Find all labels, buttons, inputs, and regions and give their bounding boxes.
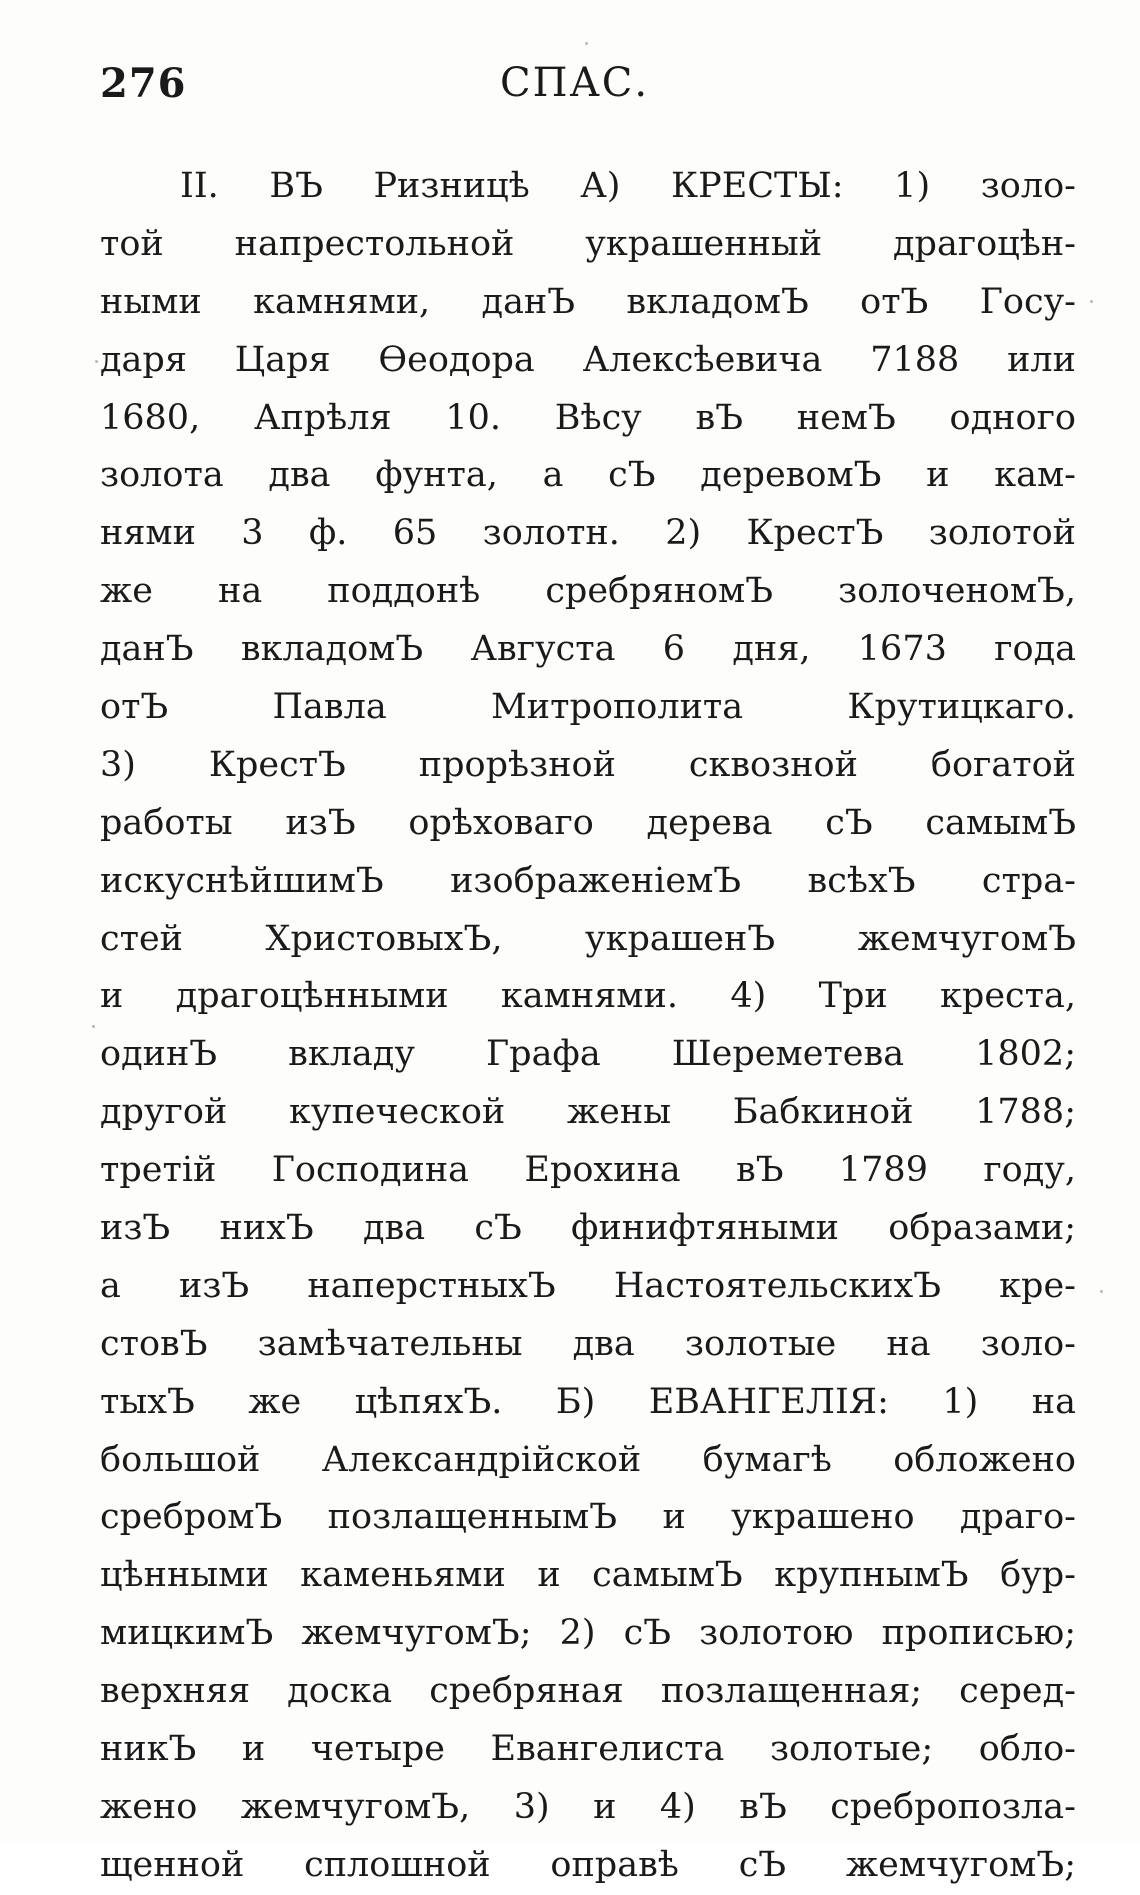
text-line: никЪ и четыре Евангелиста золотые; обло- <box>100 1729 1076 1770</box>
text-line: искуснѣйшимЪ изображеніемЪ всѣхЪ стра- <box>100 860 1076 901</box>
text-line: той напрестольной украшенный драгоцѣн- <box>100 223 1076 264</box>
text-line: сребромЪ позлащеннымЪ и украшено драго- <box>100 1497 1076 1538</box>
text-line: тыхЪ же цѣпяхЪ. Б) ЕВАНГЕЛІЯ: 1) на <box>100 1381 1076 1422</box>
text-line: одинЪ вкладу Графа Шереметева 1802; <box>100 1034 1076 1075</box>
text-line: ными камнями, данЪ вкладомЪ отЪ Госу- <box>100 281 1076 322</box>
scan-speck <box>1100 1290 1103 1293</box>
scan-speck <box>95 360 98 363</box>
text-line: верхняя доска сребряная позлащенная; серед- <box>100 1671 1076 1712</box>
running-title: СПАС. <box>500 60 650 106</box>
text-line: а изЪ наперстныхЪ НастоятельскихЪ кре- <box>100 1265 1076 1306</box>
text-line: золота два фунта, а сЪ деревомЪ и кам- <box>100 455 1076 496</box>
text-line: 3) КрестЪ прорѣзной сквозной богатой <box>100 744 1076 785</box>
text-line: данЪ вкладомЪ Августа 6 дня, 1673 года <box>100 629 1076 670</box>
text-line: изЪ нихЪ два сЪ финифтяными образами; <box>100 1208 1076 1249</box>
text-line: мицкимЪ жемчугомЪ; 2) сЪ золотою прописью; <box>100 1613 1076 1654</box>
text-line: же на поддонѣ сребряномЪ золоченомЪ, <box>100 571 1076 612</box>
text-line: цѣнными каменьями и самымЪ крупнымЪ бур- <box>100 1555 1076 1596</box>
text-line: другой купеческой жены Бабкиной 1788; <box>100 1092 1076 1133</box>
page-header <box>0 60 1140 120</box>
text-line: и драгоцѣнными камнями. 4) Три креста, <box>100 976 1076 1017</box>
text-line: нями 3 ф. 65 золотн. 2) КрестЪ золотой <box>100 513 1076 554</box>
text-line: щенной сплошной оправѣ сЪ жемчугомЪ; <box>100 1844 1076 1885</box>
scan-speck <box>92 1025 95 1028</box>
text-line: третій Господина Ерохина вЪ 1789 году, <box>100 1150 1076 1191</box>
text-line: отЪ Павла Митрополита Крутицкаго. <box>100 687 1076 728</box>
text-line: большой Александрійской бумагѣ обложено <box>100 1439 1076 1480</box>
scan-speck <box>585 42 588 45</box>
text-line: даря Царя Ѳеодора Алексѣевича 7188 или <box>100 339 1076 380</box>
text-line: работы изЪ орѣховаго дерева сЪ самымЪ <box>100 802 1076 843</box>
text-line: жено жемчугомЪ, 3) и 4) вЪ сребропозла- <box>100 1786 1076 1827</box>
page-number: 276 <box>100 60 187 107</box>
text-line: II. ВЪ Ризницѣ А) КРЕСТЫ: 1) золо- <box>180 166 1076 206</box>
body-text <box>100 158 1076 1895</box>
scan-speck <box>1090 300 1093 303</box>
text-line: стей ХристовыхЪ, украшенЪ жемчугомЪ <box>100 918 1076 959</box>
text-line: стовЪ замѣчательны два золотые на золо- <box>100 1323 1076 1364</box>
text-line: 1680, Апрѣля 10. Вѣсу вЪ немЪ одного <box>100 397 1076 438</box>
